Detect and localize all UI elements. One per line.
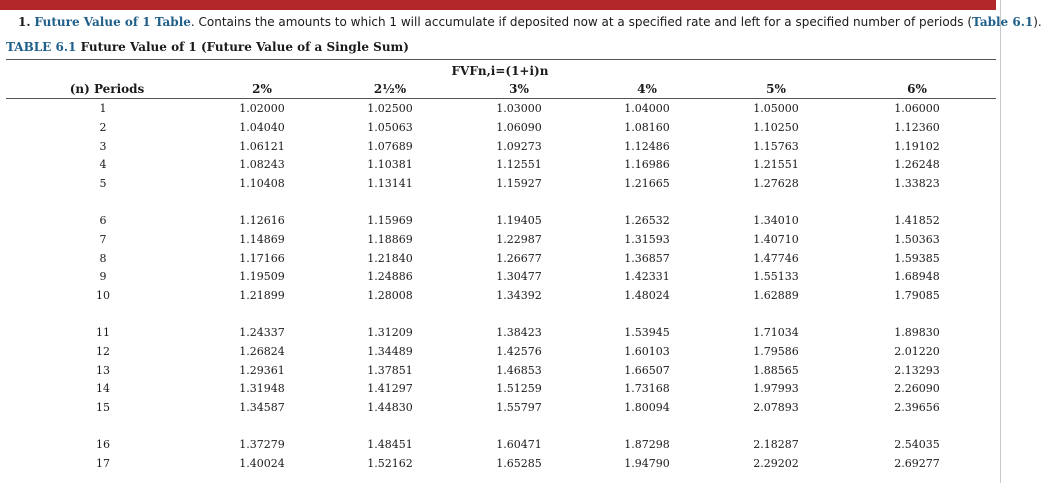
period-cell: 13 bbox=[96, 363, 110, 377]
value-cell: 1.05000 bbox=[753, 102, 799, 115]
value-cell: 1.31593 bbox=[624, 232, 670, 246]
value-cell: 1.55133 bbox=[753, 270, 799, 284]
value-cell: 1.50363 bbox=[894, 232, 940, 246]
value-cell: 1.44830 bbox=[367, 401, 413, 415]
value-cell: 1.02000 bbox=[239, 102, 285, 115]
value-cell: 1.15763 bbox=[753, 139, 799, 153]
value-cell: 1.21899 bbox=[239, 289, 285, 303]
value-cell: 1.65285 bbox=[496, 456, 542, 470]
value-cell: 1.26248 bbox=[894, 158, 940, 172]
value-cell: 2.18287 bbox=[753, 438, 799, 451]
value-cell: 1.37279 bbox=[239, 438, 285, 451]
period-cell: 17 bbox=[96, 456, 110, 470]
value-cell: 1.19102 bbox=[894, 139, 940, 153]
period-cell: 9 bbox=[99, 270, 107, 284]
value-cell: 1.34489 bbox=[367, 344, 413, 358]
rate-header: 2½% bbox=[373, 82, 407, 96]
period-cell: 11 bbox=[96, 326, 110, 339]
value-cell: 1.27628 bbox=[753, 177, 799, 191]
value-cell: 1.38423 bbox=[496, 326, 542, 339]
value-cell: 1.41297 bbox=[367, 382, 413, 396]
value-cell: 1.26677 bbox=[496, 251, 542, 265]
period-cell: 15 bbox=[96, 401, 110, 415]
value-cell: 1.12486 bbox=[624, 139, 670, 153]
value-cell: 1.10250 bbox=[753, 120, 799, 134]
value-cell: 1.41852 bbox=[894, 214, 940, 227]
header-bar bbox=[0, 0, 996, 10]
rate-header: 4% bbox=[637, 82, 657, 96]
value-cell: 1.15969 bbox=[367, 214, 413, 227]
value-cell: 1.10381 bbox=[367, 158, 413, 172]
table-formula: FVFn,i=(1+i)n bbox=[451, 64, 549, 78]
value-cell: 1.21665 bbox=[624, 177, 670, 191]
intro-end: ). bbox=[1033, 15, 1042, 29]
value-cell: 1.26824 bbox=[239, 344, 285, 358]
value-cell: 1.24886 bbox=[367, 270, 413, 284]
rate-header: 6% bbox=[907, 82, 927, 96]
value-cell: 1.79586 bbox=[753, 344, 799, 358]
table-reference-link[interactable]: Table 6.1 bbox=[972, 15, 1034, 29]
value-cell: 1.53945 bbox=[624, 326, 670, 339]
period-cell: 14 bbox=[96, 382, 110, 396]
value-cell: 1.16986 bbox=[624, 158, 670, 172]
period-cell: 16 bbox=[96, 438, 110, 451]
value-cell: 1.68948 bbox=[894, 270, 940, 284]
value-cell: 1.06121 bbox=[239, 139, 285, 153]
value-cell: 2.01220 bbox=[894, 344, 940, 358]
value-cell: 1.33823 bbox=[894, 177, 940, 191]
value-cell: 1.34587 bbox=[239, 401, 285, 415]
value-cell: 1.02500 bbox=[367, 102, 413, 115]
value-cell: 1.31948 bbox=[239, 382, 285, 396]
value-cell: 1.08243 bbox=[239, 158, 285, 172]
value-cell: 1.87298 bbox=[624, 438, 670, 451]
rate-header: 2% bbox=[252, 82, 272, 96]
value-cell: 1.18869 bbox=[367, 232, 413, 246]
value-cell: 1.28008 bbox=[367, 289, 413, 303]
value-cell: 1.60471 bbox=[496, 438, 542, 451]
intro-line bbox=[18, 15, 1042, 29]
period-cell: 1 bbox=[99, 102, 107, 115]
value-cell: 2.54035 bbox=[894, 438, 940, 451]
value-cell: 1.94790 bbox=[624, 456, 670, 470]
value-cell: 1.97993 bbox=[753, 382, 799, 396]
value-cell: 1.13141 bbox=[367, 177, 413, 191]
future-value-table-link[interactable]: Future Value of 1 Table bbox=[34, 15, 191, 29]
value-cell: 1.31209 bbox=[367, 326, 413, 339]
value-cell: 1.55797 bbox=[496, 401, 542, 415]
period-cell: 4 bbox=[99, 158, 107, 172]
table-label: TABLE 6.1 bbox=[6, 40, 77, 54]
right-border bbox=[1000, 0, 1001, 483]
value-cell: 1.34010 bbox=[753, 214, 799, 227]
value-cell: 1.48024 bbox=[624, 289, 670, 303]
value-cell: 1.30477 bbox=[496, 270, 542, 284]
value-cell: 1.04000 bbox=[624, 102, 670, 115]
value-cell: 1.12551 bbox=[496, 158, 542, 172]
value-cell: 1.71034 bbox=[753, 326, 799, 339]
value-cell: 1.14869 bbox=[239, 232, 285, 246]
value-cell: 2.29202 bbox=[753, 456, 799, 470]
value-cell: 1.51259 bbox=[496, 382, 542, 396]
value-cell: 1.21840 bbox=[367, 251, 413, 265]
value-cell: 2.69277 bbox=[894, 456, 940, 470]
value-cell: 1.22987 bbox=[496, 232, 542, 246]
value-cell: 1.42576 bbox=[496, 344, 542, 358]
value-cell: 1.89830 bbox=[894, 326, 940, 339]
value-cell: 1.19405 bbox=[496, 214, 542, 227]
value-cell: 1.26532 bbox=[624, 214, 670, 227]
value-cell: 1.29361 bbox=[239, 363, 285, 377]
value-cell: 1.08160 bbox=[624, 120, 670, 134]
period-cell: 6 bbox=[99, 214, 107, 227]
value-cell: 1.10408 bbox=[239, 177, 285, 191]
value-cell: 1.07689 bbox=[367, 139, 413, 153]
period-header: (n) Periods bbox=[69, 82, 145, 96]
value-cell: 2.39656 bbox=[894, 401, 940, 415]
period-cell: 7 bbox=[99, 232, 107, 246]
value-cell: 1.03000 bbox=[496, 102, 542, 115]
period-cell: 12 bbox=[96, 344, 110, 358]
value-cell: 1.12360 bbox=[894, 120, 940, 134]
top-rule bbox=[6, 59, 996, 60]
value-cell: 1.60103 bbox=[624, 344, 670, 358]
value-cell: 1.40024 bbox=[239, 456, 285, 470]
value-cell: 1.06090 bbox=[496, 120, 542, 134]
value-cell: 1.40710 bbox=[753, 232, 799, 246]
period-cell: 8 bbox=[99, 251, 107, 265]
value-cell: 1.73168 bbox=[624, 382, 670, 396]
value-cell: 1.06000 bbox=[894, 102, 940, 115]
intro-description: . Contains the amounts to which 1 will accumulate if deposited now at a specified rate and left for a specified number of periods ( bbox=[190, 15, 973, 29]
rate-header: 5% bbox=[766, 82, 786, 96]
value-cell: 1.15927 bbox=[496, 177, 542, 191]
value-cell: 1.24337 bbox=[239, 326, 285, 339]
value-cell: 1.52162 bbox=[367, 456, 413, 470]
value-cell: 1.05063 bbox=[367, 120, 413, 134]
value-cell: 1.80094 bbox=[624, 401, 670, 415]
value-cell: 1.59385 bbox=[894, 251, 940, 265]
value-cell: 1.62889 bbox=[753, 289, 799, 303]
value-cell: 1.04040 bbox=[239, 120, 285, 134]
header-rule bbox=[6, 98, 996, 99]
value-cell: 2.07893 bbox=[753, 401, 799, 415]
value-cell: 1.88565 bbox=[753, 363, 799, 377]
table-title bbox=[6, 40, 409, 54]
value-cell: 2.13293 bbox=[894, 363, 940, 377]
period-cell: 2 bbox=[99, 120, 107, 134]
value-cell: 1.47746 bbox=[753, 251, 799, 265]
value-cell: 2.26090 bbox=[894, 382, 940, 396]
period-cell: 10 bbox=[96, 289, 110, 303]
period-cell: 3 bbox=[99, 139, 107, 153]
table-title-text: Future Value of 1 (Future Value of a Single Sum) bbox=[80, 40, 409, 54]
period-cell: 5 bbox=[99, 177, 107, 191]
rate-header: 3% bbox=[509, 82, 529, 96]
value-cell: 1.34392 bbox=[496, 289, 542, 303]
value-cell: 1.37851 bbox=[367, 363, 413, 377]
value-cell: 1.66507 bbox=[624, 363, 670, 377]
value-cell: 1.79085 bbox=[894, 289, 940, 303]
value-cell: 1.48451 bbox=[367, 438, 413, 451]
intro-number: 1. bbox=[18, 15, 31, 29]
value-cell: 1.46853 bbox=[496, 363, 542, 377]
value-cell: 1.09273 bbox=[496, 139, 542, 153]
value-cell: 1.19509 bbox=[239, 270, 285, 284]
value-cell: 1.12616 bbox=[239, 214, 285, 227]
value-cell: 1.17166 bbox=[239, 251, 285, 265]
value-cell: 1.36857 bbox=[624, 251, 670, 265]
value-cell: 1.21551 bbox=[753, 158, 799, 172]
value-cell: 1.42331 bbox=[624, 270, 670, 284]
